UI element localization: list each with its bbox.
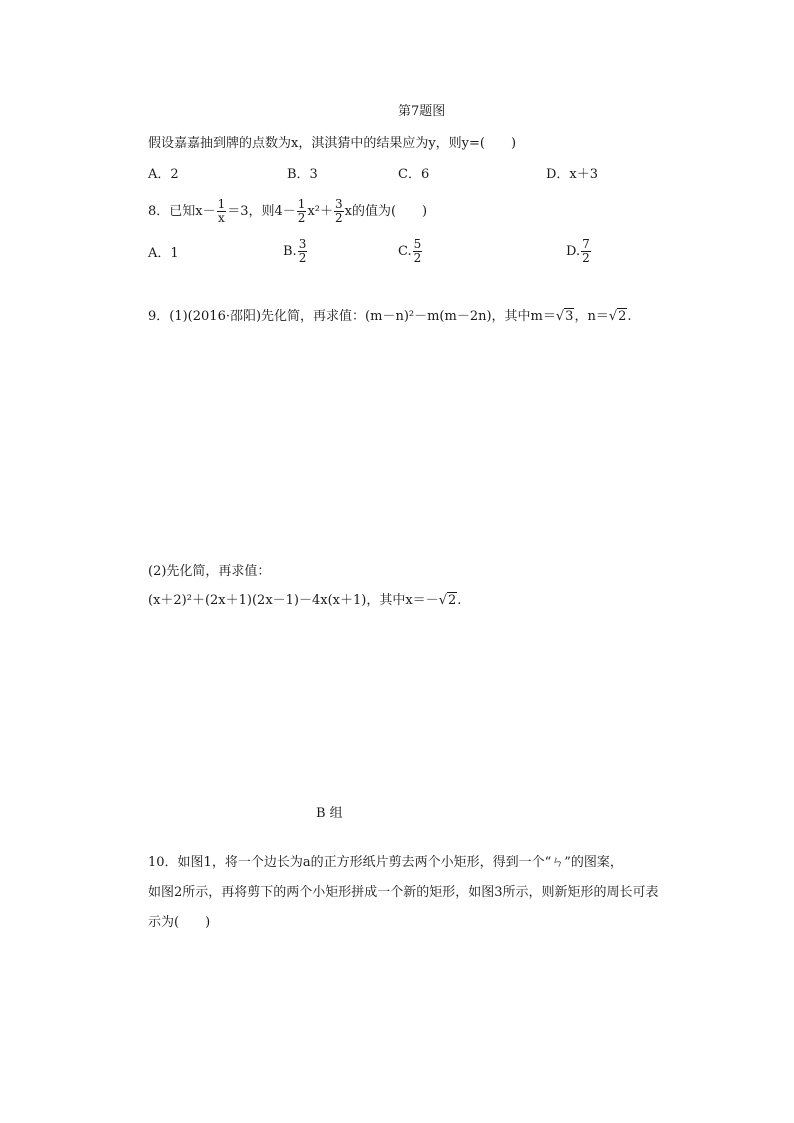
q8-mid2: x²＋: [307, 204, 333, 219]
q8-fraction-1: $\frac{1}{x}$: [217, 197, 226, 225]
question-7-stem: 假设嘉嘉抽到牌的点数为x，淇淇猜中的结果应为y，则y=( ): [148, 136, 517, 151]
question-10-line-3: 示为( ): [148, 915, 211, 930]
question-9-part-2-title: (2)先化简，再求值：: [148, 564, 271, 579]
q8-prefix: 8．已知x－: [148, 204, 216, 219]
q8-option-a: A．1: [148, 246, 179, 261]
sqrt-3: √3: [555, 309, 574, 324]
q7-option-d: D．x＋3: [546, 167, 599, 182]
q7-option-a: A．2: [148, 167, 179, 182]
figure-caption: 第7题图: [398, 104, 446, 119]
q8-fraction-3: $\frac{3}{2}$: [334, 197, 343, 225]
q8-suffix: x的值为( ): [344, 204, 428, 219]
q8-mid: ＝3，则4－: [227, 204, 296, 219]
section-heading-group-b: B 组: [316, 806, 343, 821]
q7-option-b: B．3: [287, 167, 318, 182]
question-10-line-1: 10．如图1，将一个边长为a的正方形纸片剪去两个小矩形，得到一个“ㄣ”的图案，: [148, 855, 623, 870]
question-8-stem: [148, 198, 427, 225]
q8-option-c: C. $\frac{5}{2}$: [398, 237, 422, 265]
q8-option-b: B. $\frac{3}{2}$: [283, 237, 307, 265]
question-9-part-2-expression: (x＋2)²＋(2x＋1)(2x－1)－4x(x＋1)，其中x＝－√2.: [148, 593, 462, 608]
q7-option-c: C．6: [398, 167, 430, 182]
sqrt-2: √2: [438, 593, 457, 608]
question-9-part-1: 9．(1)(2016·邵阳)先化简，再求值：(m－n)²－m(m－2n)，其中m＝√3，n＝√2.: [148, 309, 632, 324]
q8-option-d: D. $\frac{7}{2}$: [566, 237, 590, 265]
sqrt-2: √2: [608, 309, 627, 324]
question-10-line-2: 如图2所示，再将剪下的两个小矩形拼成一个新的矩形，如图3所示，则新矩形的周长可表: [148, 885, 659, 900]
q8-fraction-2: $\frac{1}{2}$: [297, 197, 306, 225]
